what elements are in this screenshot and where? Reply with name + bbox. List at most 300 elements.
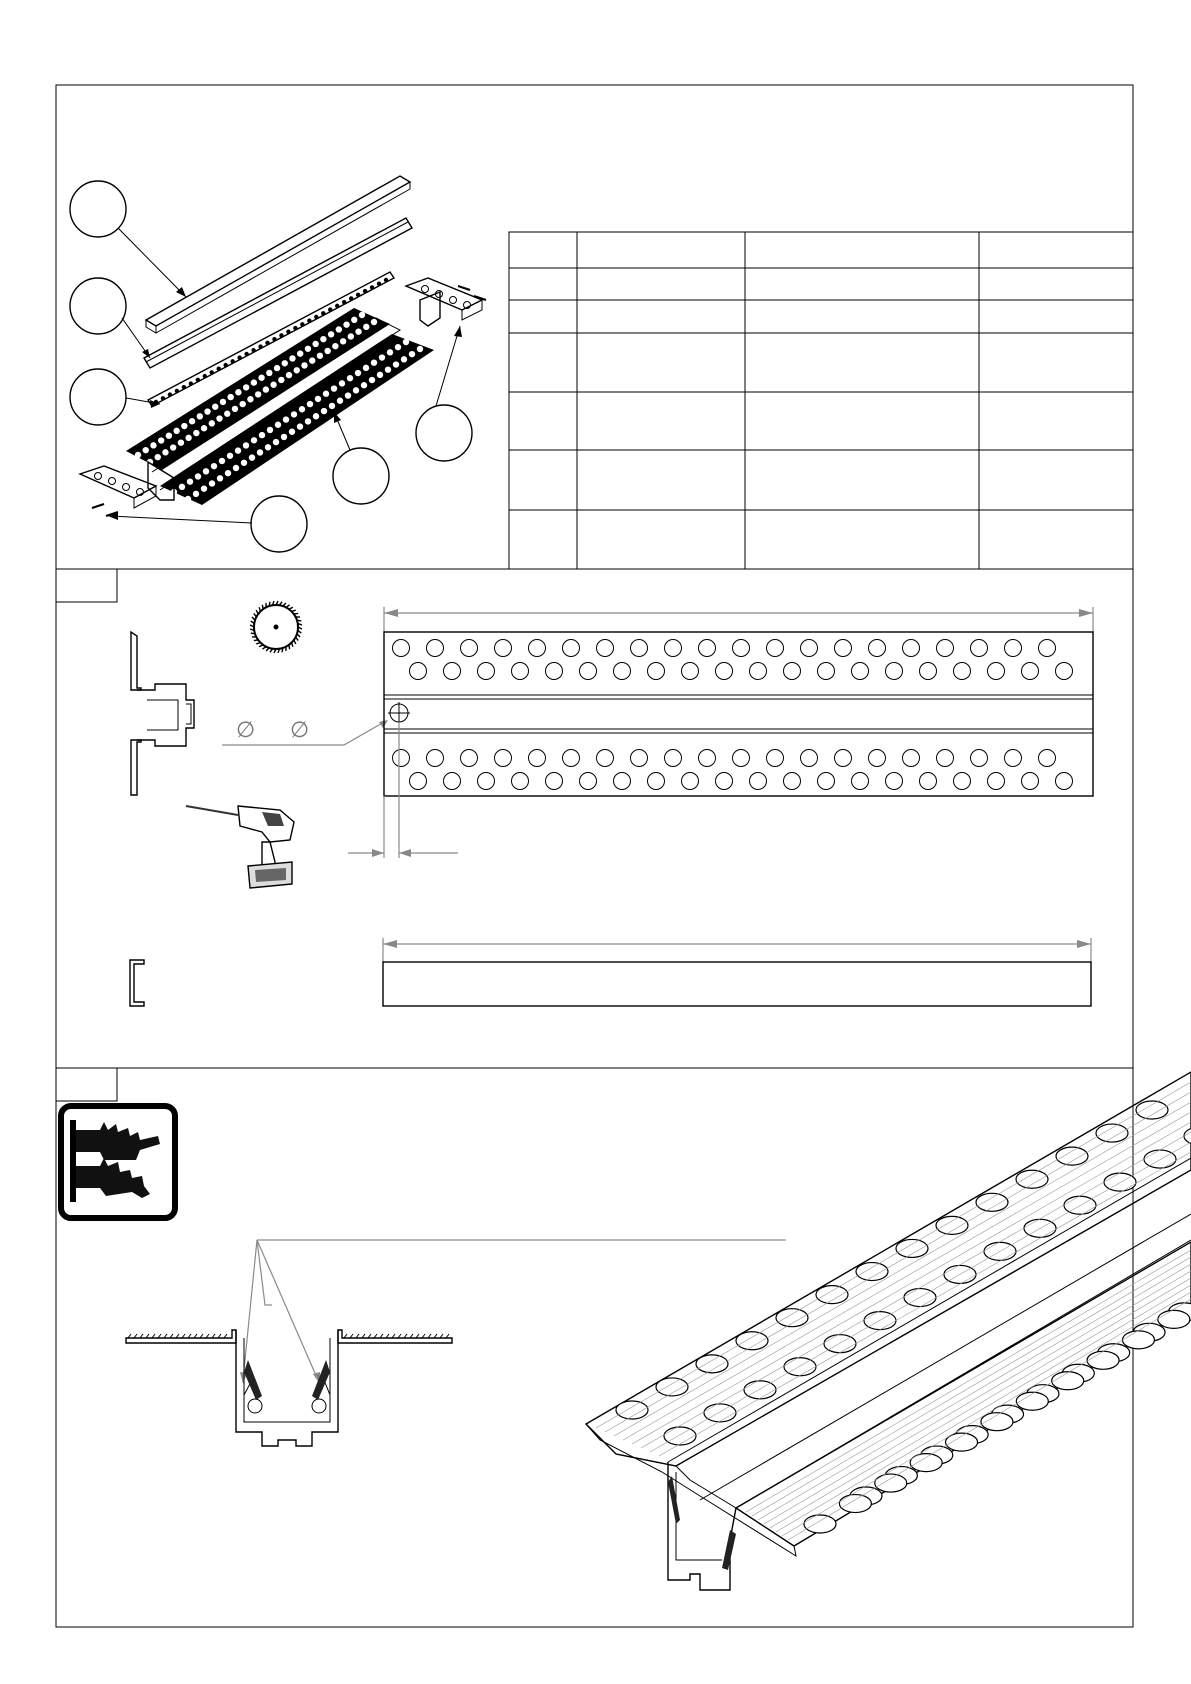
hole: [512, 773, 529, 790]
rib: [788, 1299, 1191, 1540]
install-cross-section: [126, 1240, 786, 1446]
profile-hole: [369, 377, 375, 383]
profile-hole: [336, 326, 342, 332]
rib: [650, 1142, 1191, 1452]
saw-tooth: [256, 610, 258, 614]
diameter-symbol-1: ∅: [236, 718, 256, 743]
saw-tooth: [254, 640, 258, 641]
profile-hole: [193, 491, 199, 497]
hole: [682, 773, 699, 790]
profile-hole: [371, 319, 377, 325]
profile-hole: [251, 437, 257, 443]
top-view-holes: [393, 640, 1073, 790]
hole: [767, 640, 784, 657]
profile-hole: [282, 360, 288, 366]
hole: [1005, 750, 1022, 767]
profile-hole: [217, 475, 223, 481]
profile-hole: [313, 413, 319, 419]
led-dot: [384, 278, 388, 282]
led-dot: [349, 296, 353, 300]
profile-hole: [320, 336, 326, 342]
saw-tooth: [294, 613, 298, 614]
hole: [682, 663, 699, 680]
saw-tooth: [296, 637, 299, 641]
saw-tooth: [254, 613, 257, 617]
profile-hole: [417, 346, 423, 352]
profile-hole: [379, 354, 385, 360]
saw-tooth: [297, 620, 301, 621]
profile-hole: [270, 382, 276, 388]
profile-hole: [403, 339, 409, 345]
saw-tooth: [286, 605, 290, 608]
led-dot: [189, 381, 193, 385]
persp-hole: [936, 1216, 968, 1234]
profile-hole: [377, 372, 383, 378]
profile-hole: [232, 406, 238, 412]
profile-hole: [235, 447, 241, 453]
profile-hole: [329, 403, 335, 409]
diameter-symbol-2: ∅: [290, 718, 310, 743]
profile-hole: [201, 425, 207, 431]
part-callout-1: [70, 181, 126, 237]
persp-hole: [1104, 1173, 1136, 1191]
hole: [1039, 750, 1056, 767]
led-dot: [175, 389, 179, 393]
hole: [563, 750, 580, 767]
profile-hole: [275, 422, 281, 428]
hole: [580, 773, 597, 790]
profile-hole: [257, 449, 263, 455]
profile-hole: [347, 375, 353, 381]
rib: [614, 1102, 1191, 1436]
led-dot: [265, 341, 269, 345]
led-dot: [293, 326, 297, 330]
persp-hole: [976, 1193, 1008, 1211]
exploded-view: [70, 176, 486, 552]
profile-hole: [189, 418, 195, 424]
profile-hole: [299, 406, 305, 412]
profile-hole: [332, 343, 338, 349]
profile-hole: [263, 386, 269, 392]
rib: [770, 1278, 1191, 1528]
persp-hole: [1122, 1331, 1154, 1349]
profile-hole: [259, 432, 265, 438]
profile-hole: [233, 465, 239, 471]
saw-tooth: [289, 645, 290, 649]
hole: [1022, 773, 1039, 790]
profile-hole: [363, 324, 369, 330]
profile-hole: [212, 404, 218, 410]
profile-hole: [249, 454, 255, 460]
led-dot: [335, 304, 339, 308]
profile-hole: [185, 435, 191, 441]
hole: [427, 640, 444, 657]
led-dot: [237, 355, 241, 359]
persp-hole: [1158, 1310, 1190, 1328]
profile-hole: [239, 401, 245, 407]
profile-hole: [348, 333, 354, 339]
profile-hole: [211, 463, 217, 469]
hole: [784, 773, 801, 790]
hole: [954, 663, 971, 680]
persp-hole: [816, 1286, 848, 1304]
profile-hole: [273, 439, 279, 445]
hole: [1056, 663, 1073, 680]
hole: [1005, 640, 1022, 657]
hole: [937, 640, 954, 657]
profile-hole: [241, 460, 247, 466]
diffuser-cover-side: [146, 320, 156, 333]
hole: [903, 750, 920, 767]
hole: [750, 773, 767, 790]
persp-hole: [804, 1515, 836, 1533]
perspective-holes: [616, 1101, 1191, 1533]
part-callout-4: [416, 405, 472, 461]
profile-hole: [243, 442, 249, 448]
persp-hole: [1136, 1101, 1168, 1119]
led-dot: [196, 378, 200, 382]
profile-hole: [181, 423, 187, 429]
profile-hole: [355, 370, 361, 376]
profile-hole: [337, 398, 343, 404]
persp-hole: [856, 1263, 888, 1281]
profile-hole: [251, 379, 257, 385]
hole: [512, 663, 529, 680]
hole: [818, 773, 835, 790]
step-label-box-2: [56, 1068, 117, 1101]
profile-hole: [355, 328, 361, 334]
rib: [782, 1292, 1191, 1536]
profile-hole: [216, 415, 222, 421]
led-dot: [363, 289, 367, 293]
persp-hole: [736, 1332, 768, 1350]
profile-hole: [309, 357, 315, 363]
hole: [886, 663, 903, 680]
led-dot: [377, 281, 381, 285]
hole: [614, 773, 631, 790]
persp-hole: [875, 1474, 907, 1492]
profile-cross-section-small: [131, 632, 194, 795]
persp-hole: [664, 1427, 696, 1445]
profile-hole: [243, 384, 249, 390]
persp-hole: [744, 1381, 776, 1399]
screws-right: [458, 286, 486, 300]
profile-hole: [328, 331, 334, 337]
profile-hole: [135, 452, 141, 458]
persp-hole: [839, 1495, 871, 1513]
profile-hole: [339, 380, 345, 386]
persp-hole: [910, 1454, 942, 1472]
profile-hole: [317, 353, 323, 359]
profile-hole: [401, 356, 407, 362]
saw-tooth: [282, 648, 283, 652]
profile-hole: [297, 350, 303, 356]
led-dot: [161, 396, 165, 400]
hole: [529, 640, 546, 657]
led-dot: [300, 322, 304, 326]
saw-tooth: [292, 643, 293, 647]
profile-hole: [361, 382, 367, 388]
led-dot: [168, 392, 172, 396]
led-dot: [210, 370, 214, 374]
hole: [818, 663, 835, 680]
profile-hole: [227, 453, 233, 459]
led-dot: [307, 318, 311, 322]
hole: [1039, 640, 1056, 657]
hole: [699, 640, 716, 657]
persp-hole: [704, 1404, 736, 1422]
profile-hole: [359, 312, 365, 318]
hole: [563, 640, 580, 657]
profile-hole: [324, 348, 330, 354]
hole: [495, 750, 512, 767]
end-bracket-left: [80, 466, 156, 508]
profile-hole: [321, 408, 327, 414]
rib: [776, 1285, 1191, 1532]
profile-hole: [179, 484, 185, 490]
led-dot: [251, 348, 255, 352]
hole: [410, 663, 427, 680]
hole: [767, 750, 784, 767]
profile-hole: [185, 496, 191, 502]
saw-tooth: [259, 645, 263, 647]
profile-hole: [351, 317, 357, 323]
step-label-box-1: [56, 569, 117, 602]
led-dot: [356, 293, 360, 297]
hole: [580, 663, 597, 680]
persp-hole: [1016, 1170, 1048, 1188]
rib: [746, 1250, 1191, 1512]
profile-hole: [162, 449, 168, 455]
led-dot: [272, 337, 276, 341]
profile-hole: [274, 365, 280, 371]
profile-hole: [225, 470, 231, 476]
profile-hole: [409, 351, 415, 357]
profile-hole: [166, 432, 172, 438]
hole: [835, 640, 852, 657]
saw-tooth: [294, 640, 296, 644]
profile-hole: [220, 399, 226, 405]
hole: [733, 640, 750, 657]
rib: [623, 1112, 1191, 1440]
hole: [869, 750, 886, 767]
profile-hole: [286, 372, 292, 378]
hole: [716, 663, 733, 680]
profile-hole: [203, 468, 209, 474]
profile-hole: [323, 391, 329, 397]
profile-hole: [312, 341, 318, 347]
persp-hole: [1096, 1124, 1128, 1142]
hole: [478, 663, 495, 680]
hole: [546, 773, 563, 790]
hole: [954, 773, 971, 790]
profile-hole: [387, 349, 393, 355]
hole: [988, 773, 1005, 790]
hole: [495, 640, 512, 657]
profile-hole: [178, 439, 184, 445]
profile-top-view: [348, 607, 1093, 858]
hole: [750, 663, 767, 680]
hole: [784, 663, 801, 680]
profile-hole: [266, 370, 272, 376]
persp-hole: [824, 1335, 856, 1353]
profile-hole: [201, 485, 207, 491]
hole: [920, 773, 937, 790]
profile-hole: [307, 401, 313, 407]
led-dot: [321, 311, 325, 315]
led-dot: [279, 333, 283, 337]
hole: [903, 640, 920, 657]
persp-hole: [1087, 1351, 1119, 1369]
profile-hole: [343, 321, 349, 327]
profile-hole: [283, 416, 289, 422]
profile-hole: [197, 413, 203, 419]
hole: [971, 750, 988, 767]
saw-tooth: [262, 605, 263, 609]
saw-tooth: [251, 633, 255, 634]
rib: [596, 1082, 1191, 1428]
profile-hole: [158, 437, 164, 443]
saw-tooth: [292, 610, 296, 611]
profile-hole: [301, 362, 307, 368]
part-callout-2: [70, 278, 126, 334]
hole: [461, 750, 478, 767]
led-dot: [203, 374, 207, 378]
profile-hole: [294, 367, 300, 373]
profile-hole: [204, 408, 210, 414]
hole: [716, 773, 733, 790]
profile-hole: [267, 427, 273, 433]
profile-hole: [219, 458, 225, 464]
end-bracket-right: [406, 278, 482, 326]
hole: [648, 663, 665, 680]
rib: [764, 1271, 1191, 1524]
profile-hole: [195, 473, 201, 479]
led-dot: [182, 385, 186, 389]
drill-icon: [186, 806, 294, 888]
profile-hole: [340, 338, 346, 344]
profile-hole: [353, 387, 359, 393]
persp-hole: [1144, 1150, 1176, 1168]
hole: [835, 750, 852, 767]
profile-hole: [235, 389, 241, 395]
profile-hole: [289, 429, 295, 435]
hole: [971, 640, 988, 657]
profile-hole: [278, 377, 284, 383]
saw-blade-icon: [250, 601, 302, 653]
profile-hole: [395, 344, 401, 350]
profile-hole: [265, 444, 271, 450]
hole: [988, 663, 1005, 680]
part-callout-6: [251, 496, 307, 552]
rib: [605, 1092, 1191, 1432]
profile-hole: [281, 434, 287, 440]
persp-hole: [1016, 1392, 1048, 1410]
hole: [410, 773, 427, 790]
diffuser-cross-section: [130, 960, 144, 1006]
hole: [648, 773, 665, 790]
profile-hole: [291, 411, 297, 417]
led-dot: [314, 315, 318, 319]
led-dot: [286, 330, 290, 334]
profile-hole: [173, 428, 179, 434]
profile-hole: [155, 454, 161, 460]
led-dot: [223, 363, 227, 367]
hole: [852, 773, 869, 790]
hole: [801, 750, 818, 767]
hole: [444, 773, 461, 790]
profile-hole: [247, 396, 253, 402]
profile-hole: [255, 391, 261, 397]
saw-tooth: [259, 607, 260, 611]
hole: [427, 750, 444, 767]
hole: [597, 750, 614, 767]
profile-hole: [209, 420, 215, 426]
hole: [869, 640, 886, 657]
profile-hole: [371, 359, 377, 365]
hole: [461, 640, 478, 657]
profile-hole: [315, 396, 321, 402]
hole: [1022, 663, 1039, 680]
hole: [665, 750, 682, 767]
hole: [597, 640, 614, 657]
profile-hole: [297, 423, 303, 429]
profile-hole: [305, 346, 311, 352]
persp-hole: [1056, 1147, 1088, 1165]
saw-tooth: [289, 607, 293, 609]
profile-hole: [363, 365, 369, 371]
part-callout-3: [70, 369, 126, 425]
led-dot: [244, 352, 248, 356]
hole: [631, 750, 648, 767]
profile-hole: [187, 478, 193, 484]
profile-hole: [305, 418, 311, 424]
hole: [852, 663, 869, 680]
sheet-frame: [56, 85, 1133, 1627]
hole: [546, 663, 563, 680]
profile-hole: [143, 447, 149, 453]
persp-hole: [776, 1309, 808, 1327]
hole: [529, 750, 546, 767]
hole: [393, 640, 410, 657]
hole: [393, 750, 410, 767]
saw-tooth: [269, 602, 270, 606]
persp-hole: [784, 1358, 816, 1376]
saw-tooth: [262, 647, 266, 650]
profile-hole: [170, 444, 176, 450]
led-dot: [217, 367, 221, 371]
hole: [886, 773, 903, 790]
led-dot: [230, 359, 234, 363]
profile-hole: [258, 375, 264, 381]
led-dot: [258, 344, 262, 348]
hole: [699, 750, 716, 767]
profile-perspective: [586, 1072, 1191, 1590]
profile-hole: [345, 392, 351, 398]
parts-table: [509, 232, 1133, 569]
persp-hole: [1052, 1372, 1084, 1390]
rib: [632, 1122, 1191, 1444]
hole: [937, 750, 954, 767]
diffuser-top-view: [383, 938, 1091, 1006]
profile-hole: [385, 366, 391, 372]
hole: [920, 663, 937, 680]
hole: [665, 640, 682, 657]
hole: [733, 750, 750, 767]
hole: [631, 640, 648, 657]
profile-hole: [209, 480, 215, 486]
saw-tooth: [256, 643, 260, 644]
